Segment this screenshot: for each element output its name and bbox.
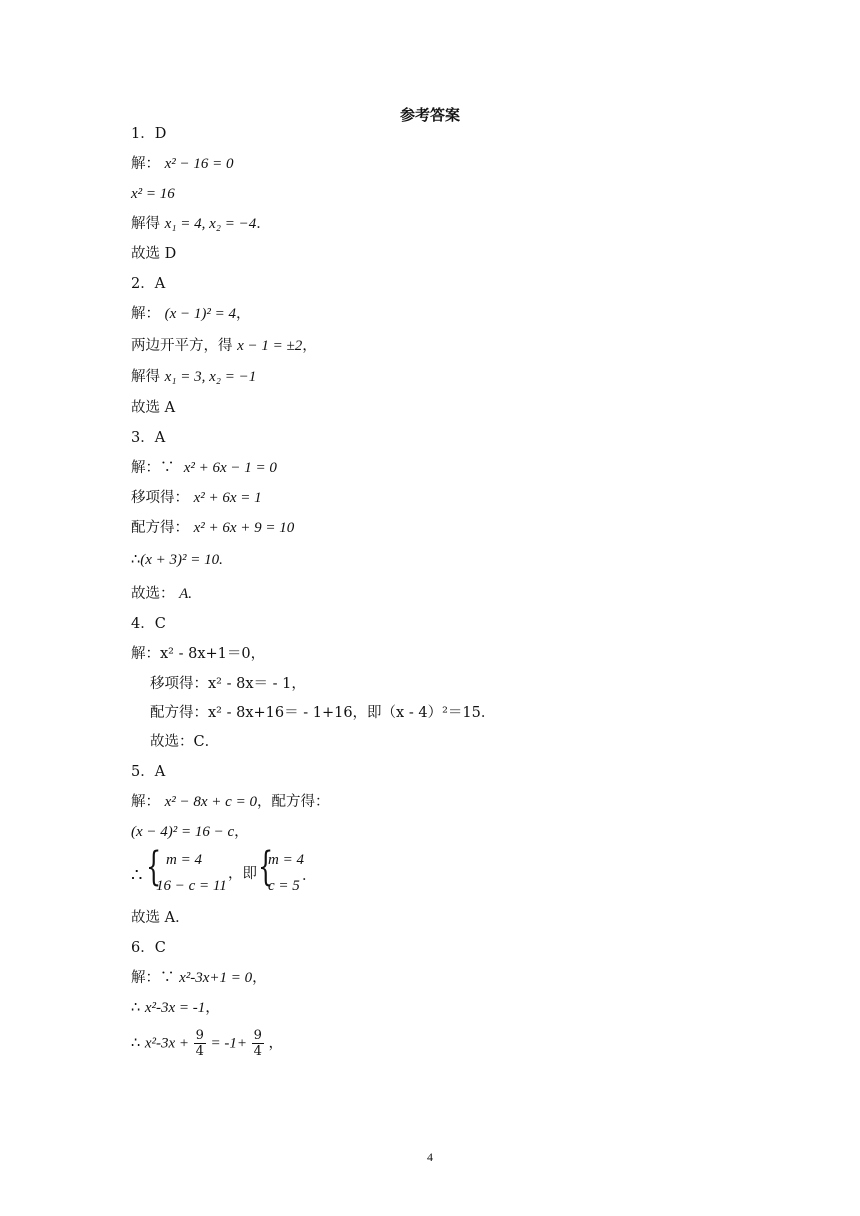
answer-3-step-4: ∴(x + 3)² = 10.	[131, 552, 223, 568]
answer-3-heading: 3．A	[131, 430, 166, 446]
answer-5-heading: 5．A	[131, 764, 166, 780]
page-title: 参考答案	[399, 106, 460, 124]
answer-6-step-2: ∴ x²-3x = -1，	[131, 1000, 220, 1016]
answer-2-step-3: 解得 x₁ = 3, x₂ = −1	[131, 369, 257, 385]
answer-3-step-3: 配方得： x² + 6x + 9 = 10	[131, 520, 295, 536]
answer-2-conclusion: 故选 A	[131, 400, 176, 416]
answer-2-heading: 2．A	[131, 276, 166, 292]
fraction-9-4-left: $\frac{9}{4}$	[195, 1028, 204, 1059]
system-connector: ，即	[228, 866, 257, 882]
answer-4-conclusion: 故选：C．	[150, 734, 220, 750]
answer-1-step-2: x² = 16	[131, 186, 175, 202]
answer-2-step-1: 解： (x − 1)² = 4，	[131, 306, 251, 322]
answer-1-conclusion: 故选 D	[131, 246, 177, 262]
left-brace-2: {	[258, 844, 274, 890]
answer-1-step-1: 解： x² − 16 = 0	[131, 156, 234, 172]
answer-1-heading: 1．D	[131, 126, 167, 142]
system-1-eq-2: 16 − c = 11	[156, 878, 227, 894]
answer-2-step-2: 两边开平方，得 x − 1 = ±2，	[131, 338, 317, 354]
fraction-9-4-right: $\frac{9}{4}$	[253, 1028, 262, 1059]
page-number: 4	[427, 1150, 433, 1164]
left-brace-1: {	[146, 844, 162, 890]
answer-3-step-1: 解：∵ x² + 6x − 1 = 0	[131, 460, 277, 476]
answer-5-step-1: 解： x² − 8x + c = 0，配方得：	[131, 794, 330, 810]
answer-3-conclusion: 故选： A.	[131, 586, 193, 602]
answer-5-conclusion: 故选 A．	[131, 910, 190, 926]
system-period: ．	[302, 868, 317, 884]
answer-1-step-3: 解得 x₁ = 4, x₂ = −4．	[131, 216, 271, 232]
system-2-eq-1: m = 4	[268, 852, 304, 868]
therefore-symbol: ∴	[131, 865, 143, 886]
system-2-eq-2: c = 5	[268, 878, 300, 894]
answer-4-heading: 4．C	[131, 616, 166, 632]
answer-6-heading: 6．C	[131, 940, 166, 956]
answer-6-step-3: ∴ x²-3x + $\frac{9}{4}$ = -1+ $\frac{9}{4}$ ，	[131, 1028, 284, 1059]
answer-4-step-2: 移项得：x² ‑ 8x＝ ‑ 1，	[150, 676, 306, 692]
system-1-eq-1: m = 4	[166, 852, 202, 868]
answer-4-step-3: 配方得：x² ‑ 8x+16＝ ‑ 1+16，即（x ‑ 4）²＝15．	[150, 705, 496, 721]
answer-3-step-2: 移项得： x² + 6x = 1	[131, 490, 262, 506]
answer-5-step-2: (x − 4)² = 16 − c，	[131, 824, 249, 840]
answer-6-step-1: 解：∵ x²-3x+1 = 0，	[131, 970, 267, 986]
answer-4-step-1: 解：x² ‑ 8x+1＝0，	[131, 646, 266, 662]
